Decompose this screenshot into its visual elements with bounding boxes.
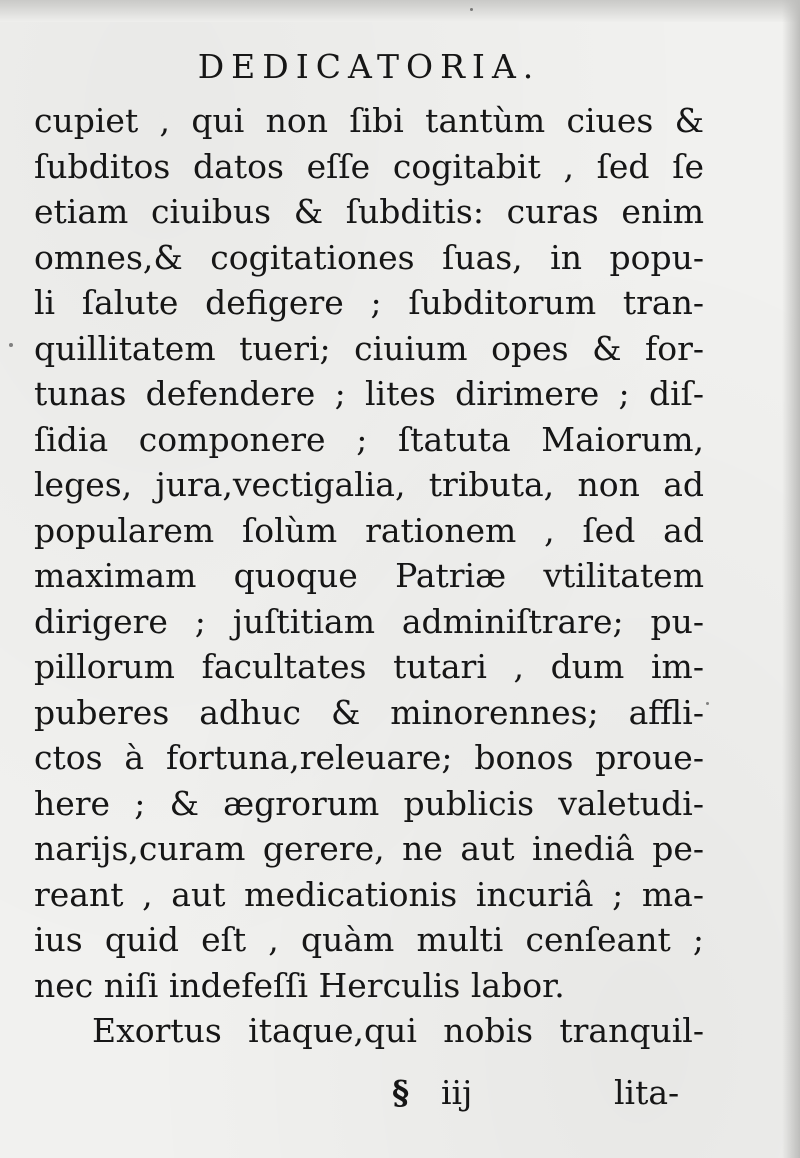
text-line: ctos à fortuna,releuare; bonos proue-: [34, 738, 704, 777]
page-footer: [0, 1068, 800, 1118]
catchword: lita-: [614, 1073, 680, 1112]
text-line: tunas defendere ; lites dirimere ; diſ-: [34, 374, 704, 413]
text-line: reant , aut medicationis incuriâ ; ma-: [34, 874, 704, 914]
text-line: ius quid eſt , quàm multi cenſeant ;: [34, 920, 704, 959]
page-top-edge: [0, 0, 800, 22]
running-title: DEDICATORIA.: [197, 47, 541, 86]
text-line: here ; & ægrorum publicis valetudi-: [34, 783, 704, 823]
text-line: cupiet , qui non ſibi tantùm ciues &: [34, 101, 704, 140]
paper-speck: [706, 702, 709, 705]
text-line: dirigere ; juſtitiam adminiſtrare; pu-: [34, 601, 704, 641]
text-line: pillorum facultates tutari , dum im-: [34, 647, 704, 686]
page-right-edge: [782, 0, 800, 1158]
text-line: ſidia componere ; ſtatuta Maiorum,: [34, 419, 704, 459]
text-line: omnes,& cogitationes ſuas, in popu-: [34, 237, 704, 277]
paragraph-end-line: nec niſi indefeſſi Herculis labor.: [34, 965, 565, 1005]
text-line: etiam ciuibus & ſubditis: curas enim: [34, 192, 704, 231]
signature-mark: §: [392, 1073, 410, 1112]
paper-speck: [9, 343, 13, 347]
text-line: maximam quoque Patriæ vtilitatem: [34, 556, 704, 595]
text-line: li ſalute defigere ; ſubditorum tran-: [34, 283, 704, 322]
signature-number: iij: [441, 1073, 473, 1112]
text-line: popularem ſolùm rationem , ſed ad: [34, 510, 704, 550]
body-text: [34, 98, 704, 1054]
text-line: ſubditos datos eſſe cogitabit , ſed ſe: [34, 146, 704, 186]
paragraph-first-line: Exortus itaque,qui nobis tranquil-: [92, 1011, 704, 1050]
text-line: puberes adhuc & minorennes; affli-: [34, 692, 704, 732]
paper-speck: [470, 8, 473, 11]
text-line: narijs,curam gerere, ne aut inediâ pe-: [34, 829, 704, 868]
text-line: quillitatem tueri; ciuium opes & for-: [34, 328, 704, 368]
text-line: leges, jura,vectigalia, tributa, non ad: [34, 465, 704, 504]
